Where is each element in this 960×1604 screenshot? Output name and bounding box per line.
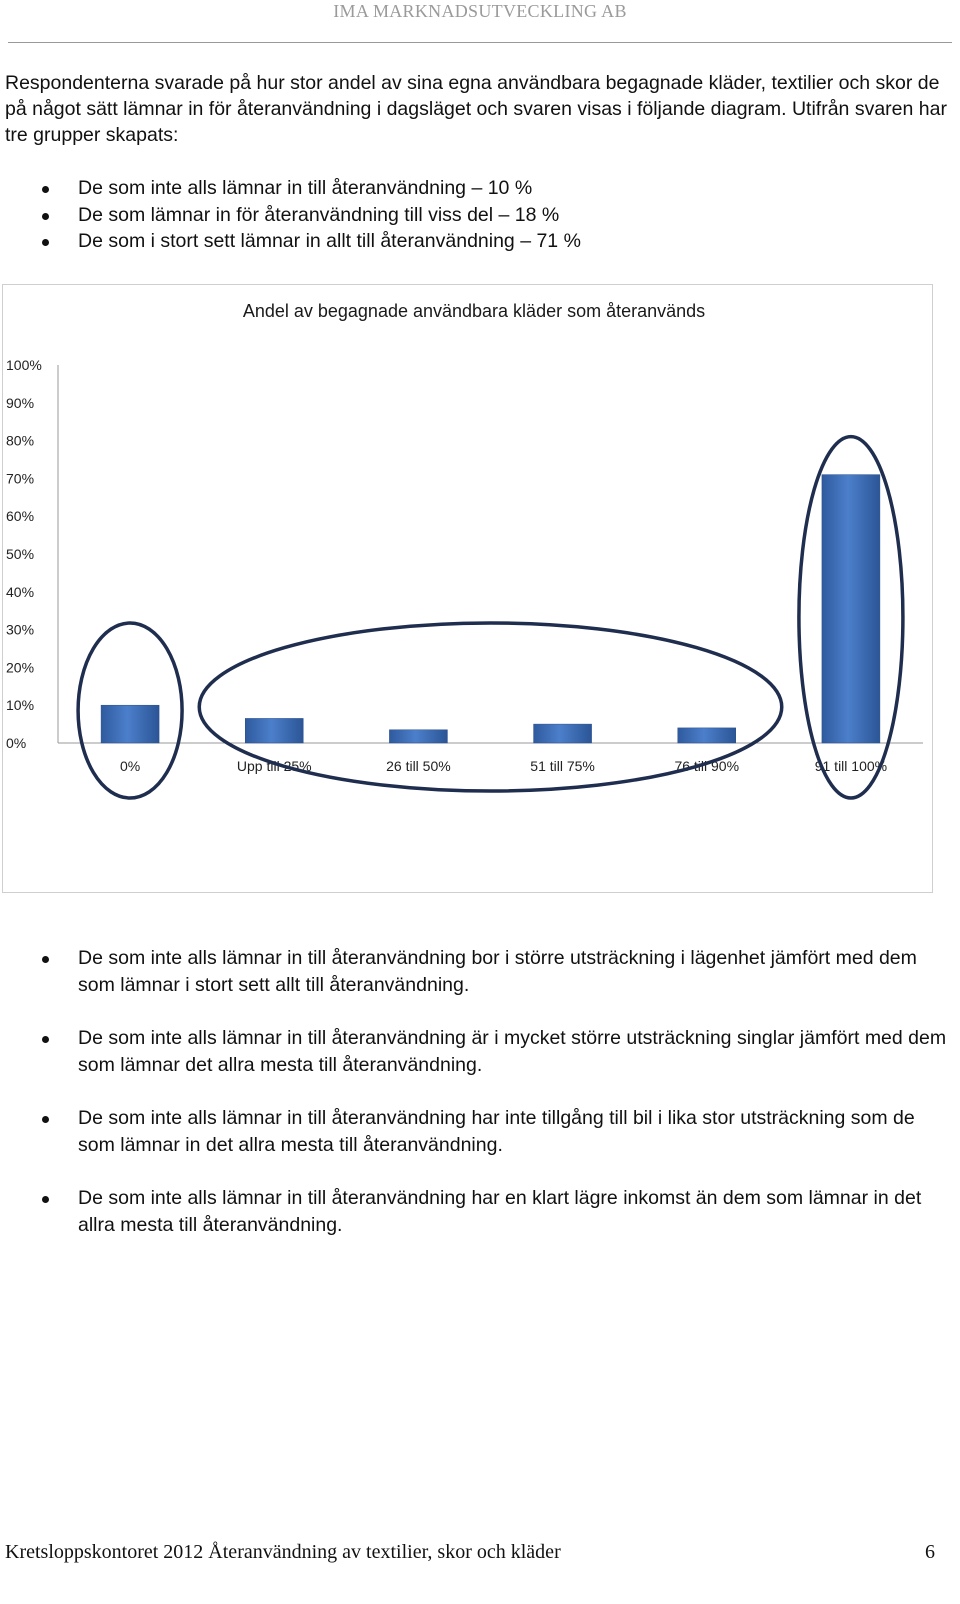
y-tick-label: 40% [6, 583, 35, 600]
page-footer [5, 1541, 935, 1564]
page-number: 6 [925, 1541, 935, 1563]
y-tick-label: 50% [6, 546, 35, 562]
findings-list [5, 945, 950, 1265]
bar [534, 724, 592, 743]
finding-item: De som inte alls lämnar in till återanvändning bor i större utsträckning i lägenhet jämfört med dem som lämnar i stort sett allt till återanvändning. [5, 945, 950, 998]
bullet-icon [42, 1116, 49, 1123]
bullet-icon [42, 213, 49, 220]
y-tick-label: 0% [6, 735, 27, 751]
bullet-icon [42, 956, 49, 963]
group-list [5, 175, 950, 255]
x-tick-label: 51 till 75% [530, 758, 595, 774]
bullet-icon [42, 239, 49, 246]
footer-text: Kretsloppskontoret 2012 Återanvändning av textilier, skor och kläder [5, 1541, 561, 1563]
y-tick-label: 80% [6, 432, 35, 449]
bar [822, 475, 880, 743]
bullet-icon [42, 186, 49, 193]
y-tick-label: 60% [6, 508, 35, 525]
finding-item: De som inte alls lämnar in till återanvändning har en klart lägre inkomst än dem som lämnar in det allra mesta till återanvändning. [5, 1185, 950, 1238]
x-tick-label: 76 till 90% [674, 758, 740, 774]
y-tick-label: 90% [6, 394, 35, 411]
bar [245, 718, 303, 743]
chart-canvas [3, 285, 932, 892]
x-tick-label: 26 till 50% [386, 758, 451, 774]
header-divider [8, 42, 952, 43]
group-item: De som i stort sett lämnar in allt till återanvändning – 71 % [5, 228, 950, 255]
group-item: De som lämnar in för återanvändning till viss del – 18 % [5, 202, 950, 229]
group-item: De som inte alls lämnar in till återanvändning – 10 % [5, 175, 950, 202]
bullet-icon [42, 1036, 49, 1043]
finding-item: De som inte alls lämnar in till återanvändning är i mycket större utsträckning singlar jämfört med dem som lämnar det allra mesta till återanvändning. [5, 1025, 950, 1078]
bar [389, 730, 447, 743]
x-tick-label: 0% [119, 758, 141, 774]
y-tick-label: 20% [6, 659, 35, 676]
bullet-icon [42, 1196, 49, 1203]
chart-title: Andel av begagnade användbara kläder som återanvänds [242, 301, 706, 321]
page-header: IMA MARKNADSUTVECKLING AB [333, 1, 627, 21]
y-tick-label: 10% [6, 697, 35, 714]
intro-paragraph: Respondenterna svarade på hur stor andel av sina egna användbara begagnade kläder, textilier och skor de på något sätt lämnar in för återanvändning i dagsläget och svaren visas i följande diagram. Utifrån svaren har tre grupper skapats: [5, 72, 947, 146]
x-tick-label: Upp till 25% [236, 758, 312, 774]
bar [678, 728, 736, 743]
y-tick-label: 70% [6, 470, 35, 487]
y-tick-label: 100% [6, 357, 42, 373]
highlight-ellipse [199, 623, 782, 791]
y-tick-label: 30% [6, 621, 35, 638]
finding-item: De som inte alls lämnar in till återanvändning har inte tillgång till bil i lika stor utsträckning som de som lämnar in det allra mesta till återanvändning. [5, 1105, 950, 1158]
bar-chart [2, 284, 933, 893]
bar [101, 705, 159, 743]
x-tick-label: 91 till 100% [814, 758, 888, 774]
